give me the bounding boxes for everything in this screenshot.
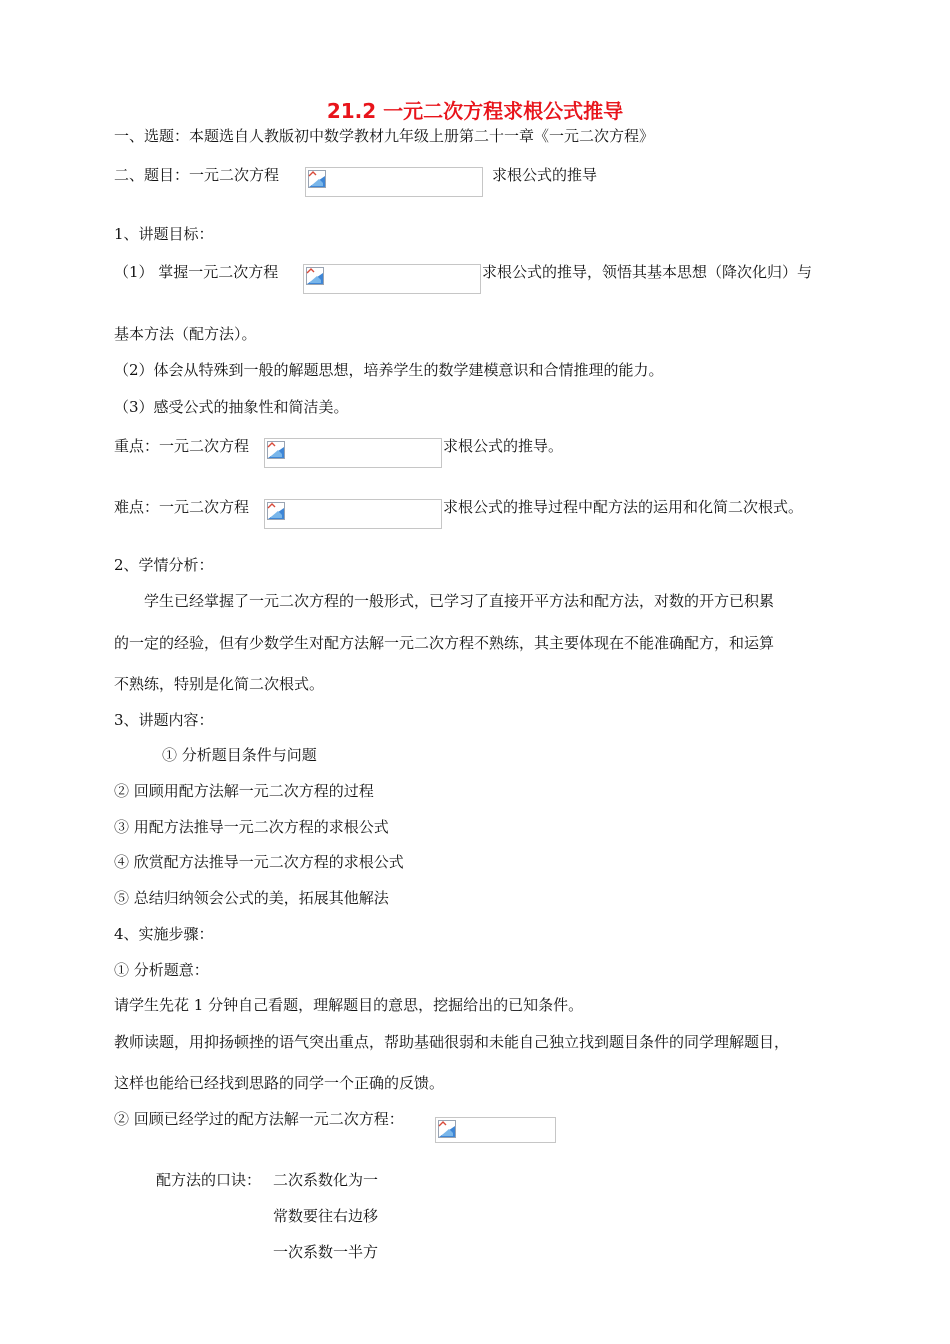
step-2-heading: ② 回顾已经学过的配方法解一元二次方程： (114, 1110, 404, 1128)
step-1-text-b1: 教师读题，用抑扬顿挫的语气突出重点，帮助基础很弱和未能自己独立找到题目条件的同学理解题目， (114, 1033, 790, 1051)
equation-image-placeholder (303, 264, 481, 294)
difficulty-start: 难点：一元二次方程 (114, 498, 250, 516)
key-point-end: 求根公式的推导。 (443, 437, 564, 455)
analysis-line-3: 不熟练，特别是化简二次根式。 (114, 675, 325, 693)
topic-line: 一、选题：本题选自人教版初中数学教材九年级上册第二十一章《一元二次方程》 (114, 127, 655, 145)
analysis-line-2: 的一定的经验，但有少数学生对配方法解一元二次方程不熟练，其主要体现在不能准确配方，和运算 (114, 634, 775, 652)
content-item: ① 分析题目条件与问题 (162, 746, 317, 764)
goal-3: （3）感受公式的抽象性和简洁美。 (114, 398, 349, 416)
goal-1-start: （1） 掌握一元二次方程 (114, 263, 279, 281)
equation-image-placeholder (435, 1117, 556, 1143)
step-1-text-a: 请学生先花 1 分钟自己看题，理解题目的意思，挖掘给出的已知条件。 (114, 996, 584, 1014)
equation-image-placeholder (264, 438, 442, 468)
equation-image-placeholder (305, 167, 483, 197)
content-item: ② 回顾用配方法解一元二次方程的过程 (114, 782, 374, 800)
goal-1-end: 求根公式的推导，领悟其基本思想（降次化归）与 (482, 263, 813, 281)
key-point-start: 重点：一元二次方程 (114, 437, 250, 455)
analysis-line-1: 学生已经掌握了一元二次方程的一般形式，已学习了直接开平方法和配方法，对数的开方已积累 (144, 592, 775, 610)
content-item: ⑤ 总结归纳领会公式的美，拓展其他解法 (114, 889, 389, 907)
content-item: ④ 欣赏配方法推导一元二次方程的求根公式 (114, 853, 404, 871)
step-1-text-b2: 这样也能给已经找到思路的同学一个正确的反馈。 (114, 1074, 445, 1092)
equation-image-placeholder (264, 499, 442, 529)
broken-image-icon (306, 267, 324, 285)
section-4-heading: 4、实施步骤： (114, 925, 214, 943)
rhyme-line: 常数要往右边移 (273, 1207, 379, 1225)
content-item: ③ 用配方法推导一元二次方程的求根公式 (114, 818, 389, 836)
step-1-heading: ① 分析题意： (114, 961, 209, 979)
rhyme-line: 一次系数一半方 (273, 1243, 379, 1261)
rhyme-line: 二次系数化为一 (273, 1171, 379, 1189)
question-line-end: 求根公式的推导 (492, 166, 598, 184)
broken-image-icon (438, 1120, 456, 1138)
section-2-heading: 2、学情分析： (114, 556, 214, 574)
goal-2: （2）体会从特殊到一般的解题思想，培养学生的数学建模意识和合情推理的能力。 (114, 361, 664, 379)
broken-image-icon (267, 441, 285, 459)
rhyme-label: 配方法的口诀： (156, 1171, 262, 1189)
question-line-start: 二、题目：一元二次方程 (114, 166, 280, 184)
section-3-heading: 3、讲题内容： (114, 711, 214, 729)
section-1-heading: 1、讲题目标： (114, 225, 214, 243)
goal-1-continued: 基本方法（配方法）。 (114, 325, 257, 343)
broken-image-icon (308, 170, 326, 188)
difficulty-end: 求根公式的推导过程中配方法的运用和化简二次根式。 (443, 498, 804, 516)
page-title: 21.2 一元二次方程求根公式推导 (326, 99, 624, 123)
broken-image-icon (267, 502, 285, 520)
